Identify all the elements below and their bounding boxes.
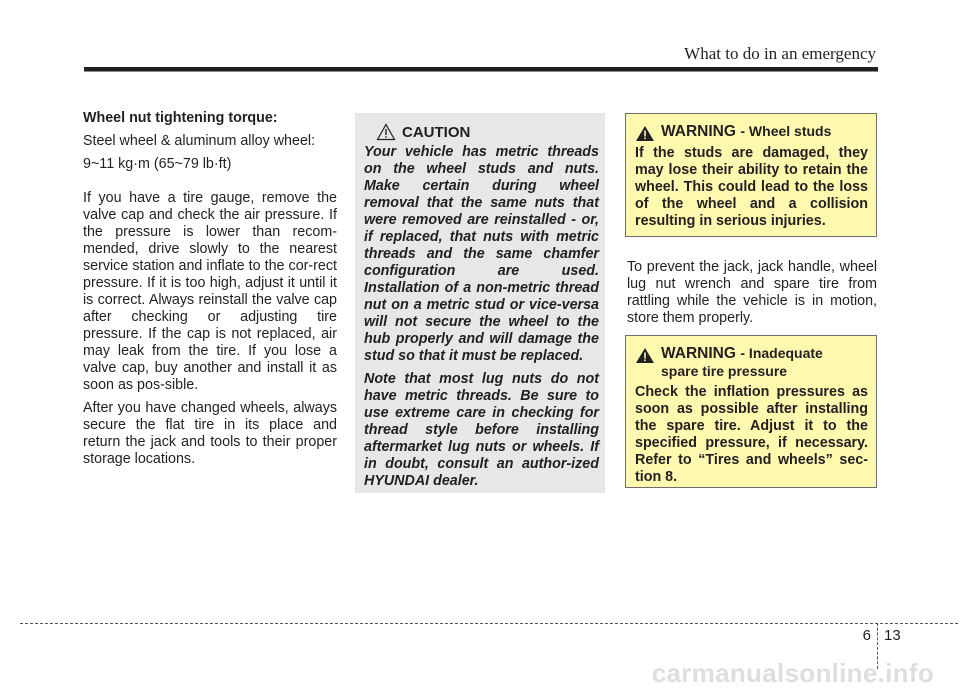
torque-heading: Wheel nut tightening torque: — [83, 110, 278, 126]
warning-body: If the studs are damaged, they may lose their ability to retain the wheel. This could lead to the loss of the wheel and a collision resulting in serious injuries. — [635, 145, 868, 229]
chapter-number: 6 — [862, 627, 871, 644]
warning-subtitle-line-2: spare tire pressure — [661, 363, 788, 379]
warning-box-wheel-studs — [625, 113, 877, 237]
torque-line-2: 9~11 kg·m (65~79 lb·ft) — [83, 156, 232, 172]
caution-paragraph-1: Your vehicle has metric threads on the wheel studs and nuts. Make certain during wheel removal that the same nuts that were removed are reinstalled - or, if replaced, that nuts with metric threads and the same chamfer configuration are used. Installation of a non-metric thread nut on a metric stud or vice-versa will not secure the wheel to the hub properly and will damage the stud so that it must be replaced. — [364, 144, 599, 364]
caution-box — [355, 113, 605, 493]
watermark: carmanualsonline.info — [651, 658, 934, 688]
warning-subtitle: - Wheel studs — [740, 123, 832, 139]
warning-label: WARNING — [661, 345, 736, 362]
warning-subtitle: - Inadequate — [740, 345, 823, 361]
warning-triangle-icon — [635, 125, 655, 142]
warning-header — [635, 345, 868, 381]
section-title: What to do in an emergency — [684, 44, 876, 63]
caution-triangle-icon — [376, 123, 396, 141]
torque-line-1: Steel wheel & aluminum alloy wheel: — [83, 133, 316, 149]
warning-box-spare-pressure — [625, 335, 877, 488]
warning-body: Check the inflation pressures as soon as possible after installing the spare tire. Adjust it to the specified pressure, if necessary. Refer to “Tires and wheels” sec-tion 8. — [635, 384, 868, 485]
warning-label: WARNING — [661, 123, 736, 140]
page-number: 13 — [884, 627, 901, 644]
left-column — [83, 110, 337, 477]
caution-paragraph-2: Note that most lug nuts do not have metric threads. Be sure to use extreme care in checking for thread style before installing aftermarket lug nuts or wheels. If in doubt, consult an author-ized HYUNDAI dealer. — [364, 371, 599, 489]
storage-paragraph: To prevent the jack, jack handle, wheel lug nut wrench and spare tire from rattling while the vehicle is in motion, store them properly. — [627, 259, 877, 326]
tire-gauge-paragraph: If you have a tire gauge, remove the valve cap and check the air pressure. If the pressure is lower than recom-mended, drive slowly to the nearest service station and inflate to the cor-rect pressure. If it is too high, adjust it until it is correct. Always reinstall the valve cap after checking or adjusting tire pressure. If the cap is not replaced, air may leak from the tire. If you lose a valve cap, buy another and install it as soon as pos-sible. — [83, 190, 337, 393]
caution-header — [364, 123, 599, 141]
header-rule — [84, 67, 878, 71]
warning-header — [635, 123, 868, 142]
footer-rule — [20, 623, 958, 624]
caution-title: CAUTION — [402, 123, 471, 141]
warning-triangle-icon — [635, 347, 655, 364]
secure-tire-paragraph: After you have changed wheels, always secure the flat tire in its place and return the jack and tools to their proper storage locations. — [83, 400, 337, 467]
